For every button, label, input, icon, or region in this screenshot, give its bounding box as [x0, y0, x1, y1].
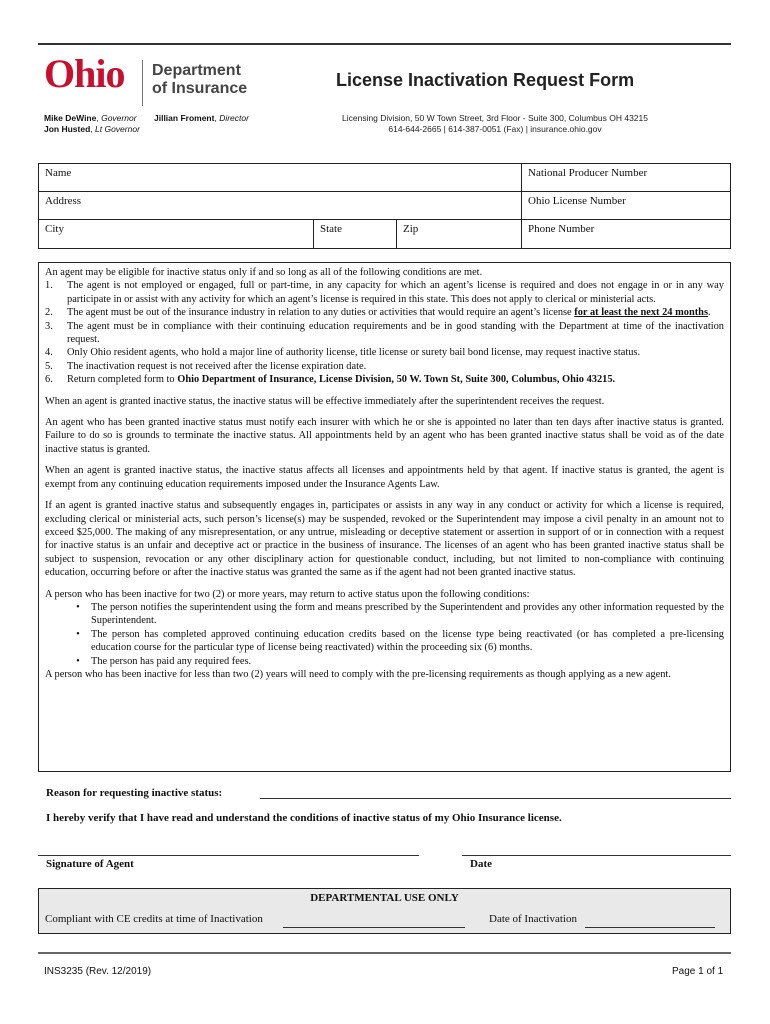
terms-paragraph-3: When an agent is granted inactive status, the inactive status affects all licenses and appointments held by that agent. If inactive status is granted, the agent is exempt from any continuing education requirements imposed under the Insurance Agents Law. [45, 465, 724, 490]
inactivation-date-line[interactable] [585, 927, 715, 928]
header-top-rule [38, 43, 731, 45]
departmental-use-box [38, 888, 731, 934]
condition-3: 3. The agent must be in compliance with their continuing education requirements and be in good standing with the Department at time of the inactivation request. [45, 320, 724, 346]
signature-line[interactable] [38, 855, 419, 856]
reactivation-bullet-1: • The person notifies the superintendent using the form and means prescribed by the Superintendent and provides any other information requested by the Superintendent. [76, 601, 724, 627]
condition-1: 1. The agent is not employed or engaged, full or part-time, in any capacity for which an agent’s license is required and does not engage in or in any way participate in or assist with any activity for which an agent’s license is required in this state. This does not apply to clerical or ministerial acts. [45, 280, 724, 305]
logo-ohio-word: Ohio [44, 51, 125, 96]
logo-divider [142, 60, 143, 106]
terms-paragraph-4: If an agent is granted inactive status and subsequently engages in, participates or assists in any way in any conduct or activity for which a license is required, excluding clerical or ministerial acts, such person’s license(s) may be suspended, revoked or the Superintendent may impose a civil penalty in an amount not to exceed $25,000. The making of any misrepresentation, or any untrue, misleading or deceptive statement or assertion in support of or in connection with a request for inactive status is an unfair and deceptive act or practice in the business of insurance. The licenses of an agent who has been granted inactive status shall be subject to suspension, revocation or any other disciplinary action for questionable conduct, including, but not limited to non-compliance with continuing education, occurring before or after the inactive status was granted the same as if the agent had not been granted inactive status. [45, 500, 724, 579]
terms-paragraph-2: An agent who has been granted inactive status must notify each insurer with which he or she is appointed no later than ten days after inactive status is granted. Failure to do so is grounds to terminate the inactive status. All appointments held by an agent who has been granted inactive status shall be void as of the date inactive status is granted. [45, 417, 724, 455]
verify-statement: I hereby verify that I have read and understand the conditions of inactive status of my Ohio Insurance license. [46, 812, 562, 824]
form-title: License Inactivation Request Form [336, 70, 635, 90]
terms-box [38, 262, 731, 772]
date-line[interactable] [462, 855, 731, 856]
terms-paragraph-5: A person who has been inactive for two (2) or more years, may return to active status upon the following conditions: [45, 588, 530, 600]
zip-field[interactable]: Zip [403, 223, 419, 235]
applicant-info-table [38, 163, 731, 249]
condition-4: 4. Only Ohio resident agents, who hold a major line of authority license, title license or surety bail bond license, may request inactive status. [45, 347, 641, 359]
ce-compliance-label: Compliant with CE credits at time of Inactivation [45, 913, 263, 925]
governor-block: Mike DeWine, Governor Jon Husted, Lt Governor [44, 113, 140, 134]
phone-field[interactable]: Phone Number [528, 223, 595, 235]
terms-intro: An agent may be eligible for inactive status only if and so long as all of the following conditions are met. [45, 267, 483, 278]
ohio-doi-logo [44, 51, 254, 110]
inactivation-date-label: Date of Inactivation [489, 913, 577, 925]
signature-label: Signature of Agent [46, 858, 134, 870]
reason-label: Reason for requesting inactive status: [46, 787, 223, 799]
name-field[interactable]: Name [45, 167, 72, 179]
departmental-use-title: DEPARTMENTAL USE ONLY [310, 892, 459, 904]
state-field[interactable]: State [320, 223, 342, 235]
reactivation-bullet-3: • The person has paid any required fees. [76, 655, 252, 667]
npn-field[interactable]: National Producer Number [528, 167, 648, 179]
terms-paragraph-1: When an agent is granted inactive status, the inactive status will be effective immediately after the superintendent receives the request. [45, 395, 605, 407]
reason-input-line[interactable] [260, 798, 731, 799]
reactivation-bullet-2: • The person has completed approved continuing education credits based on the license type being reactivated (or has completed a pre-licensing education course for the particular type of license being reactivated) within the proceeding six (6) months. [76, 628, 724, 654]
ohio-license-field[interactable]: Ohio License Number [528, 195, 626, 207]
condition-6: 6. Return completed form to Ohio Department of Insurance, License Division, 50 W. Town St, Suite 300, Columbus, Ohio 43215. [45, 374, 616, 386]
address-field[interactable]: Address [45, 195, 82, 207]
director-block: Jillian Froment, Director [154, 113, 249, 123]
page-number: Page 1 of 1 [672, 966, 724, 977]
date-label: Date [470, 858, 492, 870]
contact-info: Licensing Division, 50 W Town Street, 3rd Floor - Suite 300, Columbus OH 43215 614-644-2665 | 614-387-0051 (Fax) | insurance.ohio.gov [342, 113, 648, 134]
logo-department-text: Department of Insurance [152, 62, 248, 97]
condition-5: 5. The inactivation request is not received after the license expiration date. [45, 360, 367, 372]
ce-compliance-line[interactable] [283, 927, 465, 928]
form-number: INS3235 (Rev. 12/2019) [44, 966, 152, 977]
terms-paragraph-6: A person who has been inactive for less than two (2) years will need to comply with the pre-licensing requirements as though applying as a new agent. [45, 668, 671, 680]
footer-rule [38, 952, 731, 954]
city-field[interactable]: City [45, 223, 64, 235]
condition-2: 2. The agent must be out of the insurance industry in relation to any duties or activities that would require an agent’s license for at least the next 24 months. [45, 307, 711, 319]
